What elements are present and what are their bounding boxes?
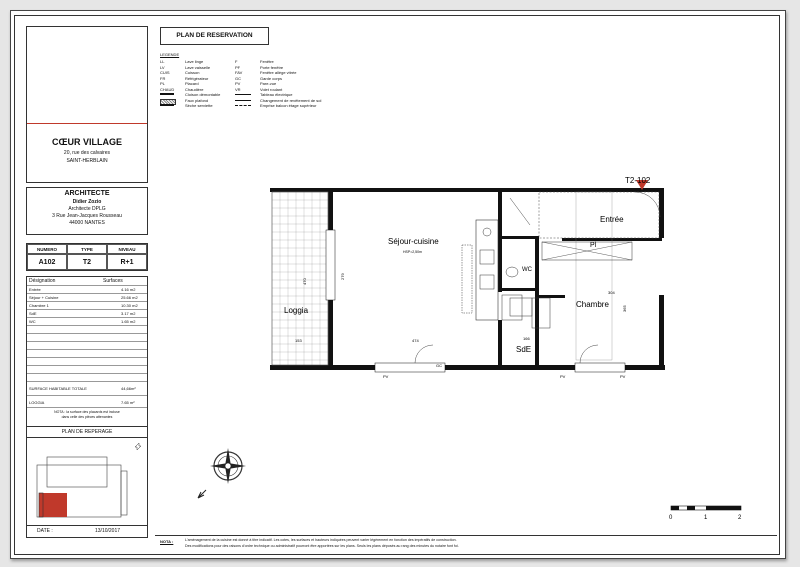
table-row-empty <box>27 325 147 333</box>
legend-label: Pare-vue <box>260 81 277 86</box>
plan-heading: PLAN DE RESERVATION <box>176 32 253 39</box>
dim-label: 304 <box>608 290 615 295</box>
legend-code: CUIS <box>160 70 170 75</box>
table-row-empty <box>27 373 147 381</box>
scale-tick: 1 <box>704 515 708 521</box>
unit-number-header-cell <box>27 244 67 254</box>
room-loggia: Loggia <box>284 306 309 315</box>
scale-tick: 0 <box>669 515 673 521</box>
door-swing <box>415 345 433 363</box>
dim-label: 153 <box>295 338 302 343</box>
nota-line2: dans celle des pièces attenantes <box>61 415 113 419</box>
unit-level-header: NIVEAU <box>118 247 136 252</box>
legend-code: LV <box>160 64 165 70</box>
wall <box>498 236 538 239</box>
legend <box>160 52 380 132</box>
table-row-empty <box>27 341 147 349</box>
unit-id-block <box>26 243 148 271</box>
partition-symbol-icon <box>160 93 174 95</box>
red-rule <box>27 123 147 124</box>
dim-label: 365 <box>622 305 627 312</box>
reperage-plan <box>27 437 147 525</box>
scale-bar <box>665 500 745 522</box>
table-row <box>27 285 147 293</box>
loggia-row <box>27 395 147 407</box>
surfaces-header-row <box>27 277 147 285</box>
floor-plan <box>240 170 670 385</box>
room-sejour-hsp: HSP=2,50m <box>403 250 422 254</box>
table-row-empty <box>27 333 147 341</box>
programme-title: CŒUR VILLAGE <box>51 137 122 147</box>
legend-label: Volet roulant <box>260 86 283 92</box>
wall <box>659 295 664 370</box>
programme-block <box>26 26 148 183</box>
table-row-empty <box>27 365 147 373</box>
architect-street: 3 Rue Jean-Jacques Rousseau <box>52 213 122 219</box>
footer-line1: L'aménagement de la cuisine est donné à titre indicatif. Les cotes, les surfaces et hauteurs indiquées peuvent varier légèrement en fonction des impératifs de construction. <box>185 538 457 542</box>
window-chambre <box>575 363 625 372</box>
architect-name: Didier Zozio <box>72 199 102 205</box>
dim-label: PV <box>560 374 566 379</box>
fridge-icon <box>480 275 494 289</box>
floor-change-symbol-icon <box>235 100 251 101</box>
legend-label: Fenêtre <box>260 59 274 64</box>
scale-seg <box>687 506 695 510</box>
reperage-block <box>26 426 148 538</box>
legend-label: Faux plafond <box>185 97 209 103</box>
legend-label: Sèche serviette <box>185 103 213 108</box>
scale-seg <box>706 506 741 510</box>
footer-line2: Des modifications pour des raisons d'ordre technique ou administratif pourront être apportées sur les plans. Seuls les plans déposés au rang des minutes du notaire font foi. <box>185 544 459 548</box>
table-row-empty <box>27 349 147 357</box>
north-arrow-icon <box>135 443 141 450</box>
balcony-outline-symbol-icon <box>235 105 251 106</box>
architect-title: Architecte DPLG <box>68 206 106 212</box>
architect-block <box>26 187 148 235</box>
dim-label: GC <box>436 363 442 368</box>
architect-city: 44000 NANTES <box>69 220 105 226</box>
divider <box>27 525 147 526</box>
legend-label: Cloison démontable <box>185 92 221 97</box>
unit-level: R+1 <box>120 259 134 266</box>
surface-name: Séjour + Cuisine <box>29 295 59 300</box>
legend-label: Lave vaisselle <box>185 64 211 70</box>
table-row <box>27 301 147 309</box>
surface-value: 1.65 m2 <box>121 319 136 324</box>
legend-label: Placard <box>185 81 199 86</box>
room-wc: WC <box>522 267 532 273</box>
legend-label: Cuisson <box>185 70 200 75</box>
unit-level-header-cell <box>107 244 147 254</box>
electrical-panel-symbol-icon <box>235 94 251 95</box>
loggia-label: LOGGIA <box>29 400 45 405</box>
window-loggia <box>326 230 335 300</box>
sink-icon <box>480 250 494 264</box>
scale-tick: 2 <box>738 515 742 521</box>
entry-door <box>510 198 530 225</box>
date-value: 13/10/2017 <box>95 528 121 534</box>
hob-icon <box>483 228 491 236</box>
legend-code: F <box>235 59 238 64</box>
legend-code: CHAUD <box>160 86 175 92</box>
surface-value: 10.30 m2 <box>121 303 138 308</box>
footer-rule <box>155 535 777 536</box>
room-entree: Entrée <box>600 215 624 224</box>
room-chambre: Chambre <box>576 300 609 309</box>
nota-row <box>27 407 147 427</box>
door-swing <box>580 345 598 363</box>
dim-label: PV <box>383 374 389 379</box>
legend-heading: LEGENDE <box>160 52 180 57</box>
room-sejour: Séjour-cuisine <box>388 237 439 246</box>
table-row <box>27 293 147 301</box>
wall <box>535 295 565 298</box>
total-row <box>27 381 147 395</box>
unit-number: A102 <box>38 259 56 266</box>
legend-code: PV <box>235 81 241 86</box>
surface-name: SdE <box>29 311 37 316</box>
unit-type-header: TYPE <box>81 247 93 252</box>
wall <box>535 236 539 368</box>
unit-number-header: NUMERO <box>37 247 57 252</box>
surface-name: WC <box>29 319 36 324</box>
unit-level-cell <box>107 254 147 270</box>
building-wing <box>47 457 107 487</box>
legend-label: Garde corps <box>260 75 283 81</box>
legend-label: Chaudière <box>185 86 204 92</box>
dim-label: PV <box>620 374 626 379</box>
reperage-heading: PLAN DE REPERAGE <box>61 429 113 435</box>
lot-tag: T2-102 <box>625 176 651 185</box>
dim-label: 279 <box>340 273 345 280</box>
false-ceiling-zone <box>539 192 659 238</box>
surface-value: 3.17 m2 <box>121 311 136 316</box>
nota-line1: NOTA : la surface des placards est incluse <box>54 410 120 414</box>
dim-label: 470 <box>302 278 307 285</box>
towel-dryer <box>532 298 550 328</box>
legend-label: Réfrigérateur <box>185 75 209 81</box>
legend-code: PL <box>160 81 165 86</box>
surface-name: Chambre 1 <box>29 303 49 308</box>
wall <box>498 192 502 292</box>
footer-nota-label: NOTA : <box>160 539 174 544</box>
plan-heading-box <box>160 27 269 45</box>
towel-dryer-symbol-icon <box>160 104 174 106</box>
legend-label: Lave linge <box>185 59 204 64</box>
surface-value: 25.66 m2 <box>121 295 138 300</box>
surfaces-header: Surfaces <box>103 278 123 284</box>
legend-label: Fenêtre allège vitrée <box>260 70 297 75</box>
window-sejour <box>375 363 445 372</box>
surfaces-table <box>26 276 148 428</box>
scale-seg <box>671 506 679 510</box>
unit-type-cell <box>67 254 107 270</box>
unit-type-header-cell <box>67 244 107 254</box>
date-label: DATE : <box>37 528 53 534</box>
legend-label: Emprise balcon étage supérieur <box>260 103 317 108</box>
legend-code: PF <box>235 64 241 70</box>
legend-code: FAV <box>235 70 243 75</box>
shower-icon <box>510 298 532 316</box>
dim-label: 166 <box>523 336 530 341</box>
wall <box>498 320 502 368</box>
table-row <box>27 309 147 317</box>
legend-code: VR <box>235 86 241 92</box>
surface-name: Entrée <box>29 287 41 292</box>
building-annex <box>121 471 127 515</box>
legend-label: Tableau électrique <box>260 92 293 97</box>
wall <box>270 188 332 192</box>
surface-value: 4.16 m2 <box>121 287 136 292</box>
legend-label: Porte fenêtre <box>260 64 284 70</box>
compass-rose-icon <box>190 440 250 505</box>
unit-number-cell <box>27 254 67 270</box>
total-value: 44,66m² <box>121 386 136 391</box>
unit-type: T2 <box>82 259 92 266</box>
kitchen-counter <box>462 245 472 313</box>
programme-address2: SAINT-HERBLAIN <box>66 158 108 164</box>
table-row <box>27 317 147 325</box>
legend-code: LL <box>160 59 165 64</box>
loggia-value: 7.65 m² <box>121 400 135 405</box>
legend-label: Changement de revêtement de sol <box>260 97 322 103</box>
designation-header: Désignation <box>29 278 56 284</box>
legend-code: FR <box>160 75 166 81</box>
room-pl: Pl <box>590 242 597 249</box>
kitchen-units <box>476 220 498 320</box>
wall <box>498 288 538 291</box>
toilet-icon <box>506 267 518 277</box>
legend-code: GC <box>235 75 241 81</box>
entry-door-swing <box>635 192 660 217</box>
dim-label: 474 <box>412 338 419 343</box>
table-row-empty <box>27 357 147 365</box>
wall <box>332 188 662 192</box>
architect-heading: ARCHITECTE <box>64 190 110 197</box>
programme-address1: 20, rue des calvaires <box>63 150 111 156</box>
total-label: SURFACE HABITABLE TOTALE <box>29 386 87 391</box>
room-sde: SdE <box>516 345 532 354</box>
